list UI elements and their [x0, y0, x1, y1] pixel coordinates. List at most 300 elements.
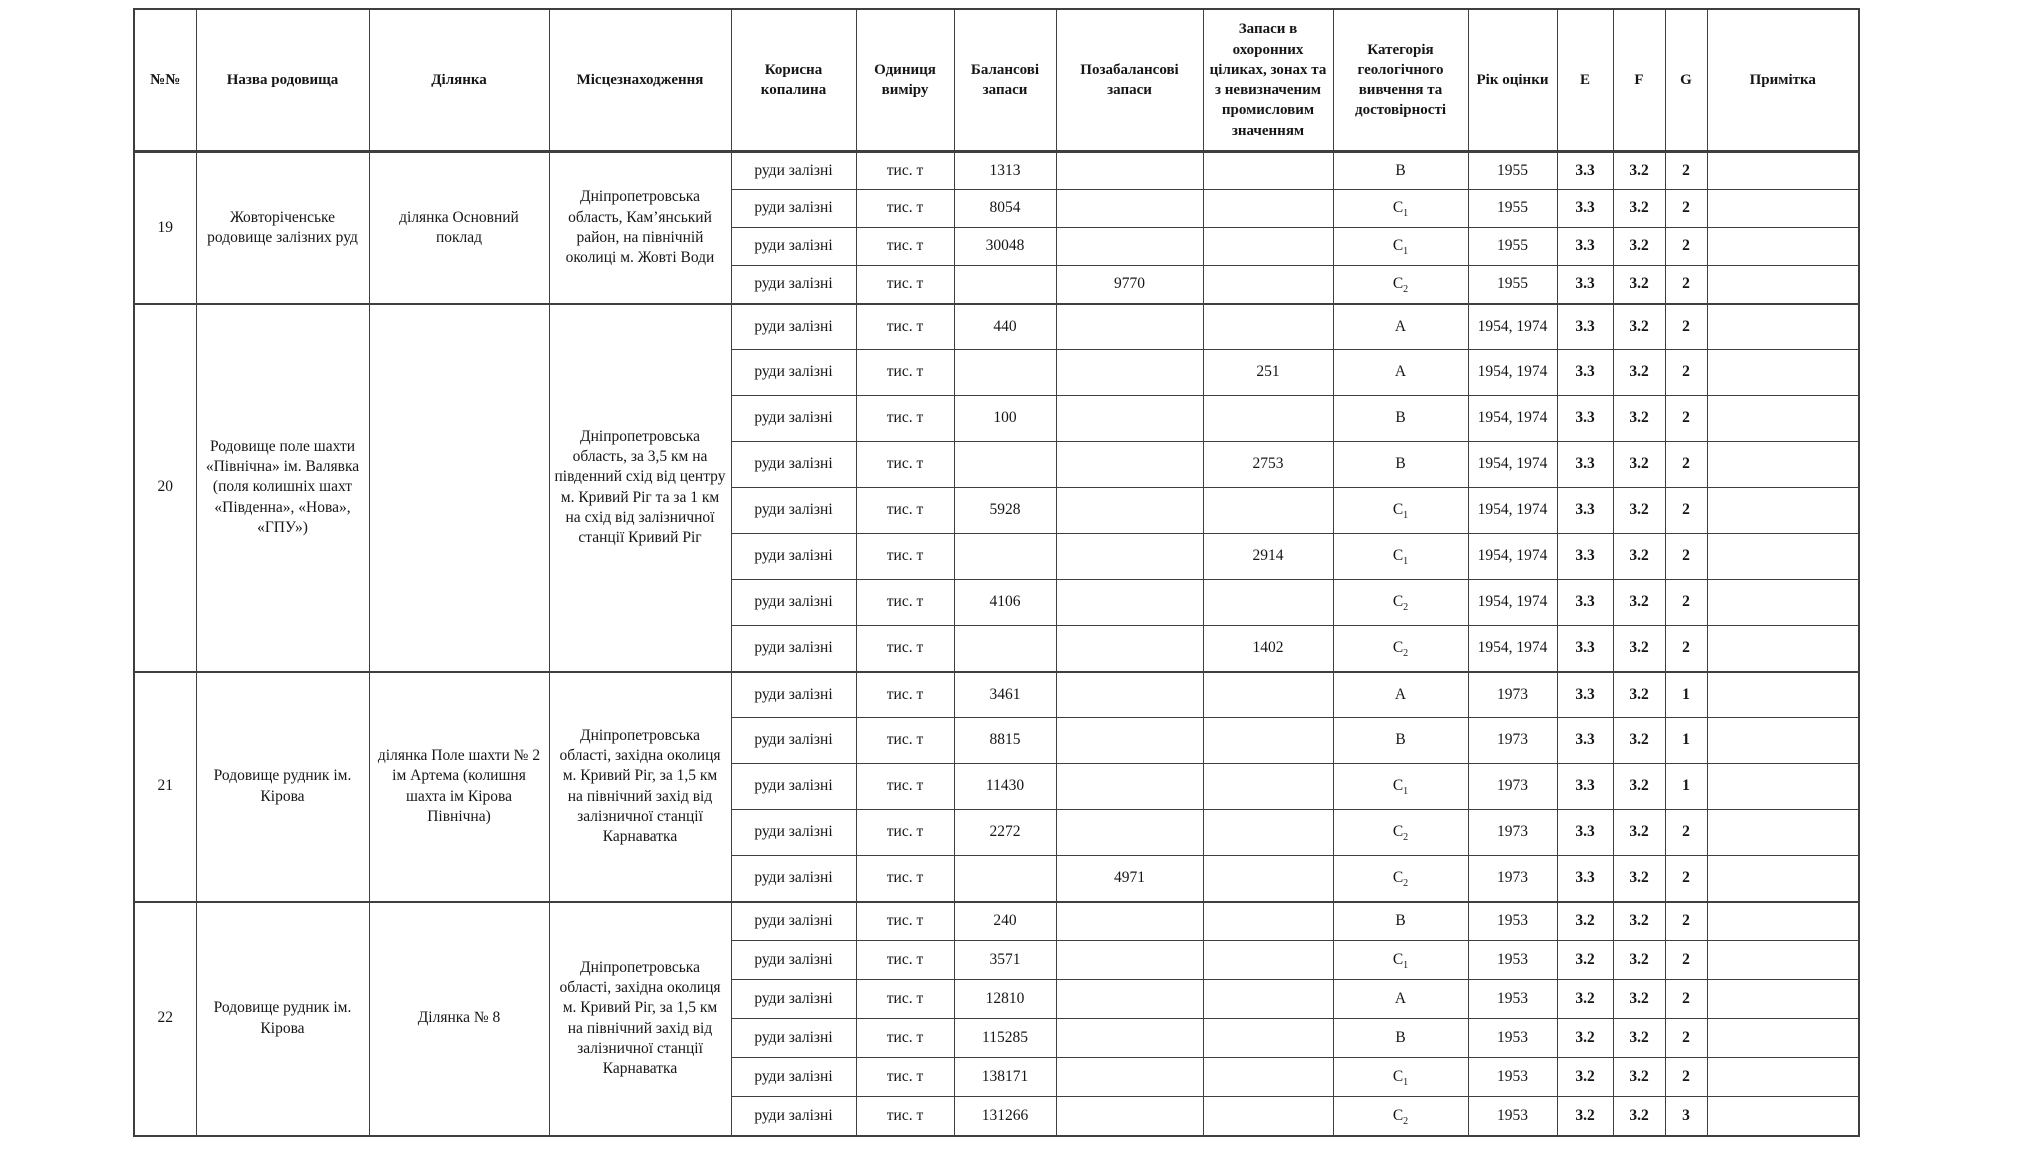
cell-note	[1707, 1058, 1859, 1097]
cell-protected-reserves	[1203, 1019, 1333, 1058]
cell-unit: тис. т	[856, 266, 954, 304]
cell-f: 3.2	[1613, 396, 1665, 442]
cell-unit: тис. т	[856, 718, 954, 764]
cell-g: 2	[1665, 902, 1707, 941]
cell-balance-reserves: 3461	[954, 672, 1056, 718]
cell-year: 1973	[1468, 856, 1557, 902]
cell-note	[1707, 980, 1859, 1019]
cell-e: 3.2	[1557, 1097, 1613, 1136]
cell-off-balance-reserves	[1056, 1097, 1203, 1136]
cell-balance-reserves: 131266	[954, 1097, 1056, 1136]
category-letter: C	[1392, 237, 1404, 255]
category-letter: C	[1392, 1067, 1404, 1085]
category-letter: C	[1392, 501, 1404, 519]
cell-note	[1707, 304, 1859, 350]
column-header-off-balance-reserves: Позабалансові запаси	[1056, 9, 1203, 152]
cell-unit: тис. т	[856, 941, 954, 980]
cell-note	[1707, 764, 1859, 810]
cell-unit: тис. т	[856, 980, 954, 1019]
cell-protected-reserves	[1203, 266, 1333, 304]
cell-protected-reserves	[1203, 980, 1333, 1019]
column-header-year: Рік оцінки	[1468, 9, 1557, 152]
category-letter: C	[1392, 777, 1404, 795]
cell-deposit-name: Родовище рудник ім. Кірова	[196, 672, 369, 902]
cell-balance-reserves: 240	[954, 902, 1056, 941]
cell-note	[1707, 488, 1859, 534]
cell-unit: тис. т	[856, 488, 954, 534]
category-letter: C	[1392, 199, 1404, 217]
cell-balance-reserves: 30048	[954, 228, 1056, 266]
cell-e: 3.3	[1557, 266, 1613, 304]
cell-f: 3.2	[1613, 580, 1665, 626]
cell-protected-reserves	[1203, 902, 1333, 941]
cell-note	[1707, 228, 1859, 266]
cell-category	[1333, 941, 1468, 980]
cell-e: 3.3	[1557, 626, 1613, 672]
cell-category	[1333, 228, 1468, 266]
cell-unit: тис. т	[856, 810, 954, 856]
cell-year: 1955	[1468, 228, 1557, 266]
cell-deposit-name: Жовторіченське родовище залізних руд	[196, 152, 369, 304]
table-row	[134, 902, 1859, 941]
cell-mineral: руди залізні	[731, 228, 856, 266]
cell-group-number: 21	[134, 672, 196, 902]
category-subscript: 1	[1403, 786, 1409, 798]
cell-unit: тис. т	[856, 534, 954, 580]
cell-protected-reserves	[1203, 941, 1333, 980]
cell-category	[1333, 488, 1468, 534]
cell-unit: тис. т	[856, 396, 954, 442]
cell-mineral: руди залізні	[731, 534, 856, 580]
category-subscript: 2	[1403, 832, 1409, 844]
cell-balance-reserves: 115285	[954, 1019, 1056, 1058]
cell-e: 3.2	[1557, 980, 1613, 1019]
cell-group-number: 20	[134, 304, 196, 672]
cell-note	[1707, 626, 1859, 672]
cell-g: 1	[1665, 672, 1707, 718]
cell-year: 1955	[1468, 152, 1557, 190]
cell-area: ділянка Основний поклад	[369, 152, 549, 304]
cell-off-balance-reserves	[1056, 980, 1203, 1019]
cell-f: 3.2	[1613, 941, 1665, 980]
cell-mineral: руди залізні	[731, 626, 856, 672]
cell-mineral: руди залізні	[731, 1019, 856, 1058]
category-subscript: 2	[1403, 1115, 1409, 1127]
cell-g: 2	[1665, 350, 1707, 396]
column-header-category: Категорія геологічного вивчення та достовірності	[1333, 9, 1468, 152]
column-header-deposit-name: Назва родовища	[196, 9, 369, 152]
cell-year: 1955	[1468, 190, 1557, 228]
category-letter: C	[1392, 639, 1404, 657]
category-subscript: 1	[1403, 556, 1409, 568]
cell-f: 3.2	[1613, 152, 1665, 190]
cell-f: 3.2	[1613, 190, 1665, 228]
cell-mineral: руди залізні	[731, 304, 856, 350]
cell-year: 1954, 1974	[1468, 488, 1557, 534]
cell-g: 2	[1665, 626, 1707, 672]
cell-balance-reserves	[954, 442, 1056, 488]
cell-e: 3.3	[1557, 718, 1613, 764]
cell-category	[1333, 350, 1468, 396]
cell-f: 3.2	[1613, 810, 1665, 856]
cell-note	[1707, 941, 1859, 980]
category-letter: A	[1394, 317, 1407, 335]
category-subscript: 1	[1403, 208, 1409, 220]
cell-protected-reserves	[1203, 1058, 1333, 1097]
cell-category	[1333, 672, 1468, 718]
cell-balance-reserves: 4106	[954, 580, 1056, 626]
cell-unit: тис. т	[856, 672, 954, 718]
cell-unit: тис. т	[856, 152, 954, 190]
cell-off-balance-reserves	[1056, 580, 1203, 626]
cell-off-balance-reserves	[1056, 1058, 1203, 1097]
cell-protected-reserves	[1203, 304, 1333, 350]
cell-mineral: руди залізні	[731, 152, 856, 190]
cell-note	[1707, 442, 1859, 488]
cell-g: 2	[1665, 810, 1707, 856]
cell-year: 1954, 1974	[1468, 396, 1557, 442]
cell-mineral: руди залізні	[731, 442, 856, 488]
cell-f: 3.2	[1613, 442, 1665, 488]
cell-note	[1707, 152, 1859, 190]
cell-location: Дніпропетровська області, західна околиця м. Кривий Ріг, за 1,5 км на північний захід від залізничної станції Карнаватка	[549, 902, 731, 1136]
category-subscript: 2	[1403, 602, 1409, 614]
cell-group-number: 22	[134, 902, 196, 1136]
cell-f: 3.2	[1613, 672, 1665, 718]
category-letter: C	[1392, 950, 1404, 968]
cell-g: 2	[1665, 534, 1707, 580]
cell-unit: тис. т	[856, 228, 954, 266]
cell-off-balance-reserves	[1056, 718, 1203, 764]
cell-off-balance-reserves: 9770	[1056, 266, 1203, 304]
cell-protected-reserves: 2914	[1203, 534, 1333, 580]
cell-location: Дніпропетровська області, західна околиця м. Кривий Ріг, за 1,5 км на північний захід від залізничної станції Карнаватка	[549, 672, 731, 902]
cell-note	[1707, 718, 1859, 764]
cell-category	[1333, 534, 1468, 580]
cell-year: 1973	[1468, 672, 1557, 718]
category-letter: C	[1392, 1106, 1404, 1124]
cell-category	[1333, 1019, 1468, 1058]
column-header-unit: Одиниця виміру	[856, 9, 954, 152]
category-letter: A	[1394, 363, 1407, 381]
cell-year: 1953	[1468, 980, 1557, 1019]
cell-category	[1333, 980, 1468, 1019]
cell-g: 2	[1665, 396, 1707, 442]
cell-mineral: руди залізні	[731, 266, 856, 304]
cell-e: 3.2	[1557, 902, 1613, 941]
cell-mineral: руди залізні	[731, 1097, 856, 1136]
cell-note	[1707, 266, 1859, 304]
cell-f: 3.2	[1613, 228, 1665, 266]
cell-balance-reserves	[954, 350, 1056, 396]
category-letter: B	[1395, 1028, 1406, 1046]
cell-year: 1973	[1468, 718, 1557, 764]
category-subscript: 1	[1403, 1077, 1409, 1089]
cell-mineral: руди залізні	[731, 350, 856, 396]
cell-category	[1333, 626, 1468, 672]
column-header-note: Примітка	[1707, 9, 1859, 152]
cell-year: 1973	[1468, 810, 1557, 856]
column-header-area: Ділянка	[369, 9, 549, 152]
cell-balance-reserves: 8054	[954, 190, 1056, 228]
cell-location: Дніпропетровська область, за 3,5 км на південний схід від центру м. Кривий Ріг та за 1 км на схід від залізничної станції Кривий Ріг	[549, 304, 731, 672]
cell-protected-reserves	[1203, 228, 1333, 266]
cell-category	[1333, 152, 1468, 190]
cell-area	[369, 304, 549, 672]
category-letter: B	[1395, 161, 1406, 179]
cell-mineral: руди залізні	[731, 810, 856, 856]
cell-off-balance-reserves: 4971	[1056, 856, 1203, 902]
cell-category	[1333, 266, 1468, 304]
cell-off-balance-reserves	[1056, 810, 1203, 856]
cell-mineral: руди залізні	[731, 1058, 856, 1097]
cell-note	[1707, 1019, 1859, 1058]
cell-unit: тис. т	[856, 856, 954, 902]
cell-e: 3.3	[1557, 152, 1613, 190]
cell-balance-reserves: 5928	[954, 488, 1056, 534]
cell-off-balance-reserves	[1056, 902, 1203, 941]
cell-protected-reserves	[1203, 1097, 1333, 1136]
cell-note	[1707, 856, 1859, 902]
column-header-f: F	[1613, 9, 1665, 152]
cell-protected-reserves	[1203, 488, 1333, 534]
category-letter: C	[1392, 869, 1404, 887]
cell-group-number: 19	[134, 152, 196, 304]
cell-protected-reserves	[1203, 396, 1333, 442]
cell-balance-reserves	[954, 856, 1056, 902]
cell-protected-reserves	[1203, 672, 1333, 718]
cell-e: 3.3	[1557, 856, 1613, 902]
cell-e: 3.3	[1557, 810, 1613, 856]
cell-e: 3.3	[1557, 672, 1613, 718]
cell-mineral: руди залізні	[731, 856, 856, 902]
cell-area: Ділянка № 8	[369, 902, 549, 1136]
cell-balance-reserves: 11430	[954, 764, 1056, 810]
cell-f: 3.2	[1613, 488, 1665, 534]
table-body	[134, 152, 1859, 1136]
cell-protected-reserves: 2753	[1203, 442, 1333, 488]
cell-category	[1333, 718, 1468, 764]
cell-g: 2	[1665, 1058, 1707, 1097]
cell-mineral: руди залізні	[731, 902, 856, 941]
cell-mineral: руди залізні	[731, 980, 856, 1019]
cell-category	[1333, 580, 1468, 626]
cell-g: 2	[1665, 304, 1707, 350]
cell-unit: тис. т	[856, 764, 954, 810]
cell-category	[1333, 304, 1468, 350]
cell-category	[1333, 764, 1468, 810]
cell-f: 3.2	[1613, 980, 1665, 1019]
cell-unit: тис. т	[856, 1058, 954, 1097]
cell-protected-reserves	[1203, 718, 1333, 764]
cell-year: 1954, 1974	[1468, 534, 1557, 580]
mineral-reserves-table	[133, 8, 1860, 1137]
cell-mineral: руди залізні	[731, 672, 856, 718]
cell-year: 1953	[1468, 941, 1557, 980]
column-header-g: G	[1665, 9, 1707, 152]
cell-f: 3.2	[1613, 266, 1665, 304]
cell-mineral: руди залізні	[731, 941, 856, 980]
cell-g: 2	[1665, 856, 1707, 902]
cell-protected-reserves	[1203, 580, 1333, 626]
category-subscript: 1	[1403, 960, 1409, 972]
category-letter: A	[1394, 989, 1407, 1007]
cell-category	[1333, 810, 1468, 856]
cell-f: 3.2	[1613, 902, 1665, 941]
cell-year: 1954, 1974	[1468, 304, 1557, 350]
cell-off-balance-reserves	[1056, 626, 1203, 672]
cell-balance-reserves: 2272	[954, 810, 1056, 856]
cell-note	[1707, 190, 1859, 228]
cell-g: 2	[1665, 488, 1707, 534]
cell-protected-reserves: 251	[1203, 350, 1333, 396]
cell-note	[1707, 350, 1859, 396]
cell-off-balance-reserves	[1056, 764, 1203, 810]
cell-mineral: руди залізні	[731, 580, 856, 626]
table-row	[134, 152, 1859, 190]
cell-mineral: руди залізні	[731, 718, 856, 764]
cell-g: 2	[1665, 580, 1707, 626]
cell-location: Дніпропетровська область, Кам’янський район, на північній околиці м. Жовті Води	[549, 152, 731, 304]
cell-balance-reserves	[954, 534, 1056, 580]
cell-g: 1	[1665, 718, 1707, 764]
category-letter: B	[1395, 455, 1406, 473]
category-subscript: 2	[1403, 878, 1409, 890]
cell-mineral: руди залізні	[731, 764, 856, 810]
cell-unit: тис. т	[856, 442, 954, 488]
table-row	[134, 304, 1859, 350]
cell-g: 2	[1665, 980, 1707, 1019]
category-letter: B	[1395, 731, 1406, 749]
cell-off-balance-reserves	[1056, 442, 1203, 488]
cell-mineral: руди залізні	[731, 488, 856, 534]
cell-protected-reserves	[1203, 856, 1333, 902]
category-subscript: 1	[1403, 246, 1409, 258]
cell-year: 1973	[1468, 764, 1557, 810]
cell-protected-reserves: 1402	[1203, 626, 1333, 672]
cell-f: 3.2	[1613, 1097, 1665, 1136]
cell-e: 3.3	[1557, 228, 1613, 266]
cell-note	[1707, 672, 1859, 718]
cell-f: 3.2	[1613, 534, 1665, 580]
cell-balance-reserves	[954, 626, 1056, 672]
cell-e: 3.3	[1557, 350, 1613, 396]
cell-mineral: руди залізні	[731, 190, 856, 228]
category-subscript: 2	[1403, 648, 1409, 660]
category-letter: C	[1392, 593, 1404, 611]
cell-category	[1333, 902, 1468, 941]
cell-e: 3.2	[1557, 1058, 1613, 1097]
column-header-protected-reserves: Запаси в охоронних ціликах, зонах та з невизначеним промисловим значенням	[1203, 9, 1333, 152]
cell-f: 3.2	[1613, 1058, 1665, 1097]
cell-balance-reserves: 8815	[954, 718, 1056, 764]
cell-e: 3.3	[1557, 580, 1613, 626]
cell-year: 1953	[1468, 1097, 1557, 1136]
cell-unit: тис. т	[856, 902, 954, 941]
cell-balance-reserves: 138171	[954, 1058, 1056, 1097]
cell-off-balance-reserves	[1056, 152, 1203, 190]
column-header-mineral: Корисна копалина	[731, 9, 856, 152]
cell-g: 1	[1665, 764, 1707, 810]
cell-off-balance-reserves	[1056, 304, 1203, 350]
cell-note	[1707, 580, 1859, 626]
cell-protected-reserves	[1203, 190, 1333, 228]
cell-off-balance-reserves	[1056, 941, 1203, 980]
cell-unit: тис. т	[856, 350, 954, 396]
cell-balance-reserves	[954, 266, 1056, 304]
table-row	[134, 672, 1859, 718]
cell-note	[1707, 1097, 1859, 1136]
cell-e: 3.3	[1557, 190, 1613, 228]
column-header-number: №№	[134, 9, 196, 152]
cell-balance-reserves: 100	[954, 396, 1056, 442]
cell-year: 1954, 1974	[1468, 350, 1557, 396]
cell-note	[1707, 810, 1859, 856]
cell-balance-reserves: 3571	[954, 941, 1056, 980]
cell-category	[1333, 856, 1468, 902]
cell-off-balance-reserves	[1056, 228, 1203, 266]
cell-e: 3.3	[1557, 442, 1613, 488]
cell-unit: тис. т	[856, 626, 954, 672]
cell-off-balance-reserves	[1056, 534, 1203, 580]
category-subscript: 2	[1403, 284, 1409, 296]
cell-off-balance-reserves	[1056, 190, 1203, 228]
cell-category	[1333, 1058, 1468, 1097]
cell-mineral: руди залізні	[731, 396, 856, 442]
cell-g: 2	[1665, 1019, 1707, 1058]
cell-year: 1955	[1468, 266, 1557, 304]
cell-year: 1954, 1974	[1468, 442, 1557, 488]
cell-balance-reserves: 440	[954, 304, 1056, 350]
cell-unit: тис. т	[856, 580, 954, 626]
cell-off-balance-reserves	[1056, 1019, 1203, 1058]
cell-balance-reserves: 12810	[954, 980, 1056, 1019]
table-header	[134, 9, 1859, 152]
category-letter: A	[1394, 685, 1407, 703]
cell-g: 2	[1665, 228, 1707, 266]
cell-year: 1953	[1468, 1019, 1557, 1058]
cell-category	[1333, 190, 1468, 228]
cell-note	[1707, 534, 1859, 580]
cell-f: 3.2	[1613, 350, 1665, 396]
cell-f: 3.2	[1613, 626, 1665, 672]
cell-g: 3	[1665, 1097, 1707, 1136]
cell-e: 3.3	[1557, 488, 1613, 534]
cell-g: 2	[1665, 442, 1707, 488]
cell-area: ділянка Поле шахти № 2 ім Артема (колишня шахта ім Кірова Північна)	[369, 672, 549, 902]
category-letter: C	[1392, 547, 1404, 565]
cell-g: 2	[1665, 152, 1707, 190]
cell-g: 2	[1665, 190, 1707, 228]
cell-unit: тис. т	[856, 304, 954, 350]
cell-g: 2	[1665, 941, 1707, 980]
cell-category	[1333, 396, 1468, 442]
header-row	[134, 9, 1859, 152]
cell-off-balance-reserves	[1056, 350, 1203, 396]
cell-e: 3.3	[1557, 534, 1613, 580]
cell-f: 3.2	[1613, 304, 1665, 350]
cell-note	[1707, 396, 1859, 442]
cell-f: 3.2	[1613, 718, 1665, 764]
cell-deposit-name: Родовище поле шахти «Північна» ім. Валявка (поля колишніх шахт «Південна», «Нова», «ГПУ»)	[196, 304, 369, 672]
column-header-e: E	[1557, 9, 1613, 152]
cell-year: 1953	[1468, 902, 1557, 941]
cell-off-balance-reserves	[1056, 672, 1203, 718]
cell-unit: тис. т	[856, 1097, 954, 1136]
column-header-balance-reserves: Балансові запаси	[954, 9, 1056, 152]
cell-year: 1954, 1974	[1468, 580, 1557, 626]
cell-unit: тис. т	[856, 190, 954, 228]
